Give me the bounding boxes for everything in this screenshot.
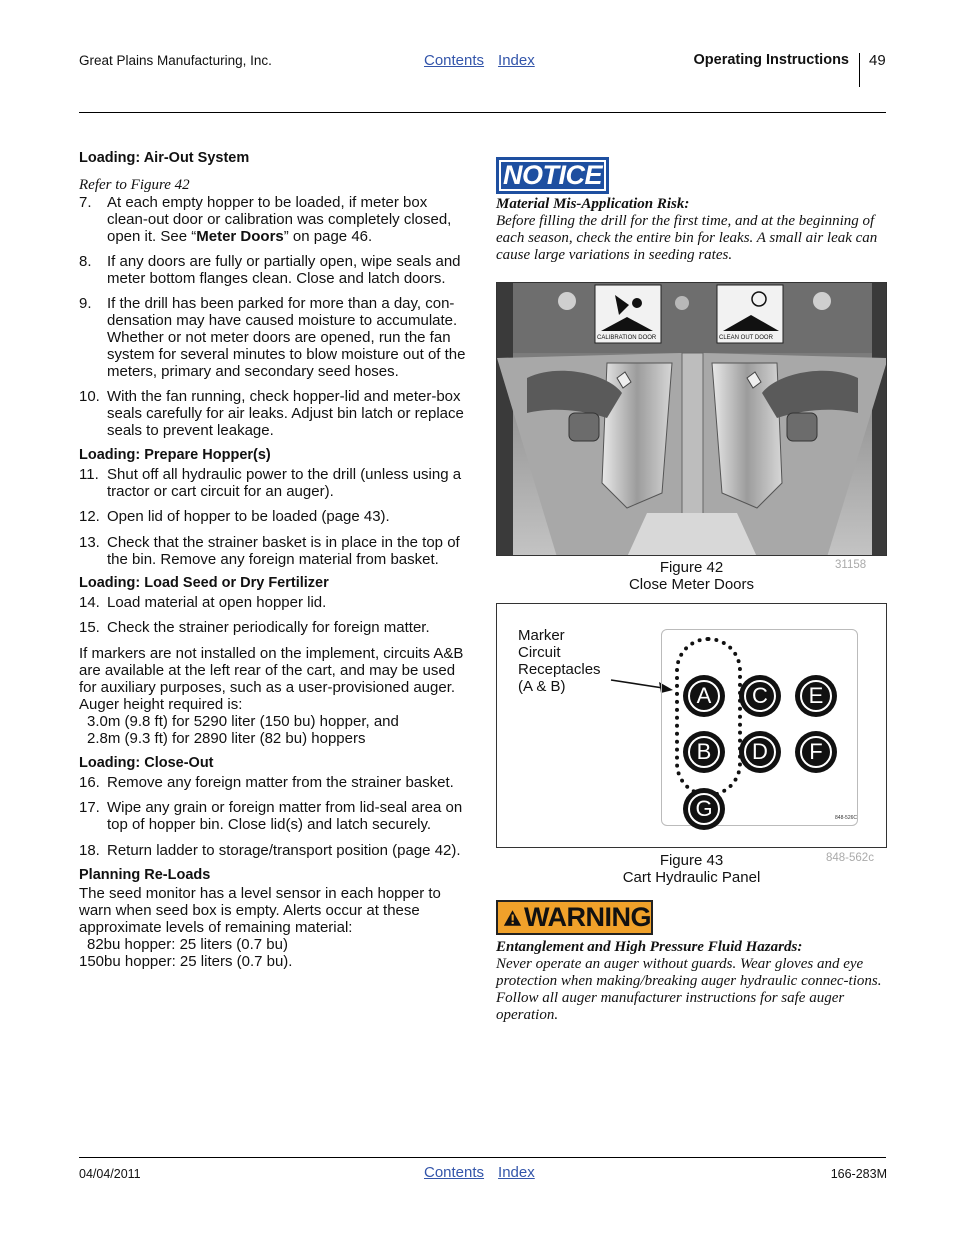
figure-42-caption (496, 559, 887, 593)
receptacle-a: A (683, 675, 725, 717)
section-title: Operating Instructions (693, 52, 849, 68)
contents-link[interactable]: Contents (424, 52, 485, 69)
label-line: Marker (518, 627, 565, 644)
step-number: 7. (79, 194, 92, 211)
panel-part-code: 848-526C (835, 815, 857, 821)
warning-body: Never operate an auger without guards. Wear gloves and eye protection when making/breaking auger hydraulic connec-tions. Follow all auger manufacturer instructions for safe auger operation. (496, 956, 882, 1023)
notice-text (496, 196, 888, 264)
step-number: 17. (79, 799, 100, 816)
label-line: Receptacles (518, 661, 601, 678)
warning-text (496, 939, 888, 1024)
meter-doors-ref: Meter Doors (196, 228, 284, 245)
step-text: Remove any foreign matter from the strainer basket. (107, 774, 454, 791)
receptacle-g: G (683, 788, 725, 830)
marker-receptacles-label (518, 627, 601, 695)
step-number: 8. (79, 253, 92, 270)
step-text-post: ” on page 46. (283, 228, 373, 245)
reload-level-1: 82bu hopper: 25 liters (0.7 bu) (87, 936, 288, 953)
step-number: 12. (79, 508, 100, 525)
step-text: Return ladder to storage/transport position (page 42). (107, 842, 461, 859)
step-text: Load material at open hopper lid. (107, 594, 327, 611)
reloads-paragraph: The seed monitor has a level sensor in each hopper to warn when seed box is empty. Alerts occur at these approximate levels of remaining material: (79, 885, 441, 936)
step-text: Check the strainer periodically for foreign matter. (107, 619, 430, 636)
step-text: Wipe any grain or foreign matter from lid-seal area on top of hopper bin. Close lid(s) and latch securely. (107, 799, 463, 833)
step-item (79, 799, 471, 833)
receptacle-f: F (795, 731, 837, 773)
step-item (79, 619, 471, 636)
heading-reloads: Planning Re-Loads (79, 867, 211, 883)
footer-index-link[interactable]: Index (498, 1164, 535, 1181)
step-item (79, 253, 471, 287)
step-item (79, 388, 471, 439)
heading-air-out: Loading: Air-Out System (79, 150, 250, 166)
clean-out-door-decal: CLEAN OUT DOOR (719, 335, 773, 341)
step-item (79, 774, 471, 791)
step-text (107, 194, 471, 245)
calibration-door-decal: CALIBRATION DOOR (597, 335, 657, 341)
step-text: Shut off all hydraulic power to the drill (unless using a tractor or cart circuit for an auger). (107, 466, 462, 500)
receptacle-d: D (739, 731, 781, 773)
markers-paragraph: If markers are not installed on the implement, circuits A&B are available at the left rear of the cart, and may be used for auxiliary purposes, such as a user-provisioned auger. Auger height required is: (79, 645, 464, 713)
step-item (79, 295, 471, 380)
step-number: 18. (79, 842, 100, 859)
figure-reference: Refer to Figure 42 (79, 177, 190, 193)
step-item (79, 594, 471, 611)
figure-42-photo (496, 282, 887, 556)
document-number: 166-283M (830, 1167, 887, 1181)
highlight-oval (675, 637, 742, 797)
figure-43-diagram (496, 603, 887, 848)
receptacle-c: C (739, 675, 781, 717)
step-item (79, 194, 471, 245)
top-rule (79, 112, 886, 113)
step-number: 10. (79, 388, 100, 405)
reload-level-2: 150bu hopper: 25 liters (0.7 bu). (79, 953, 293, 970)
left-column (79, 150, 471, 970)
header-nav (424, 52, 549, 69)
label-line: Circuit (518, 644, 561, 661)
step-number: 14. (79, 594, 100, 611)
company-name: Great Plains Manufacturing, Inc. (79, 53, 272, 68)
step-text: If the drill has been parked for more than a day, con-densation may have caused moisture to accumulate. Whether or not meter doors are opened, run the fan system for several minutes to blow moisture out of the meters, primary and secondary seed hoses. (107, 295, 466, 380)
step-item (79, 508, 471, 525)
header-divider (859, 53, 860, 87)
step-number: 16. (79, 774, 100, 791)
auger-height-2: 2.8m (9.3 ft) for 2890 liter (82 bu) hoppers (87, 730, 366, 747)
step-item (79, 466, 471, 500)
page-number: 49 (869, 52, 886, 69)
step-number: 13. (79, 534, 100, 551)
figure-43-title: Cart Hydraulic Panel (622, 869, 761, 886)
figure-43-number: Figure 43 (659, 852, 724, 869)
footer-date: 04/04/2011 (79, 1167, 141, 1181)
step-text-pre: At each empty hopper to be loaded, if meter box clean-out door or calibration was completely closed, open it. See “ (107, 194, 452, 245)
step-text: With the fan running, check hopper-lid and meter-box seals carefully for air leaks. Adjust bin latch or replace seals to prevent leakage. (107, 388, 464, 439)
warning-lead: Entanglement and High Pressure Fluid Hazards: (496, 939, 803, 955)
step-item (79, 842, 471, 859)
step-text: Check that the strainer basket is in place in the top of the bin. Remove any foreign material from basket. (107, 534, 460, 568)
receptacle-b: B (683, 731, 725, 773)
figure-42-code: 31158 (835, 559, 867, 571)
notice-label: NOTICE (503, 160, 603, 190)
step-text: If any doors are fully or partially open, wipe seals and meter bottom flanges clean. Close and latch doors. (107, 253, 461, 287)
heading-close-out: Loading: Close-Out (79, 755, 214, 771)
hydraulic-panel (661, 629, 858, 826)
auger-height-1: 3.0m (9.8 ft) for 5290 liter (150 bu) hopper, and (87, 713, 399, 730)
footer-nav (424, 1164, 549, 1181)
step-number: 15. (79, 619, 100, 636)
warning-badge (496, 900, 653, 935)
notice-lead: Material Mis-Application Risk: (496, 196, 690, 212)
heading-load-seed: Loading: Load Seed or Dry Fertilizer (79, 575, 329, 591)
bottom-rule (79, 1157, 886, 1158)
footer-contents-link[interactable]: Contents (424, 1164, 485, 1181)
receptacle-e: E (795, 675, 837, 717)
step-number: 9. (79, 295, 92, 312)
step-number: 11. (79, 466, 99, 483)
step-text: Open lid of hopper to be loaded (page 43). (107, 508, 390, 525)
figure-42-title: Close Meter Doors (628, 576, 755, 593)
figure-42-number: Figure 42 (659, 559, 724, 576)
warning-triangle-icon (503, 908, 522, 928)
notice-body: Before filling the drill for the first time, and at the beginning of each season, check the entire bin for leaks. A small air leak can cause large variations in seeding rates. (496, 213, 878, 263)
step-item (79, 534, 471, 568)
notice-badge (496, 157, 609, 194)
heading-prepare: Loading: Prepare Hopper(s) (79, 447, 271, 463)
meter-doors-illustration (497, 283, 887, 556)
figure-43-code: 848-562c (826, 852, 874, 864)
index-link[interactable]: Index (498, 52, 535, 69)
warning-label: WARNING (524, 902, 651, 932)
label-line: (A & B) (518, 678, 566, 695)
